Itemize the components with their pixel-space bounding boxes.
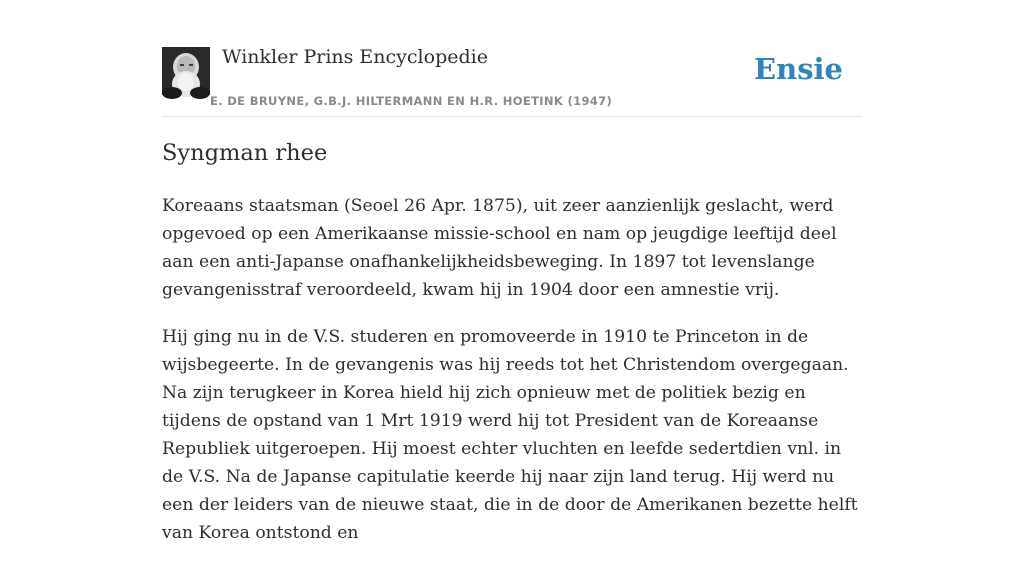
article-title: Syngman rhee bbox=[162, 140, 328, 166]
brand-logo[interactable]: Ensie bbox=[754, 52, 843, 86]
author-avatar[interactable] bbox=[162, 47, 210, 95]
source-authors: E. DE BRUYNE, G.B.J. HILTERMANN EN H.R. HOETINK (1947) bbox=[210, 94, 613, 108]
article-paragraph: Hij ging nu in de V.S. studeren en promoveerde in 1910 te Princeton in de wijsbegeerte. In de gevangenis was hij reeds tot het Christendom overgegaan. Na zijn terugkeer in Korea hield hij zich opnieuw met de politiek bezig en tijdens de opstand van 1 Mrt 1919 werd hij tot President van de Koreaanse Republiek uitgeroepen. Hij moest echter vluchten en leefde sedertdien vnl. in de V.S. Na de Japanse capitulatie keerde hij naar zijn land terug. Hij werd nu een der leiders van de nieuwe staat, die in de door de Amerikanen bezette helft van Korea ontstond en bbox=[162, 327, 858, 543]
portrait-image bbox=[162, 47, 210, 95]
source-header bbox=[162, 0, 862, 117]
article-page bbox=[162, 0, 862, 543]
article-paragraph: Koreaans staatsman (Seoel 26 Apr. 1875), uit zeer aanzienlijk geslacht, werd opgevoed op een Amerikaanse missie-school en nam op jeugdige leeftijd deel aan een anti-Japanse onafhankelijkheidsbeweging. In 1897 tot levenslange gevangenisstraf veroordeeld, kwam hij in 1904 door een amnestie vrij. bbox=[162, 196, 837, 300]
source-title[interactable]: Winkler Prins Encyclopedie bbox=[222, 46, 488, 68]
article-body bbox=[162, 192, 862, 566]
